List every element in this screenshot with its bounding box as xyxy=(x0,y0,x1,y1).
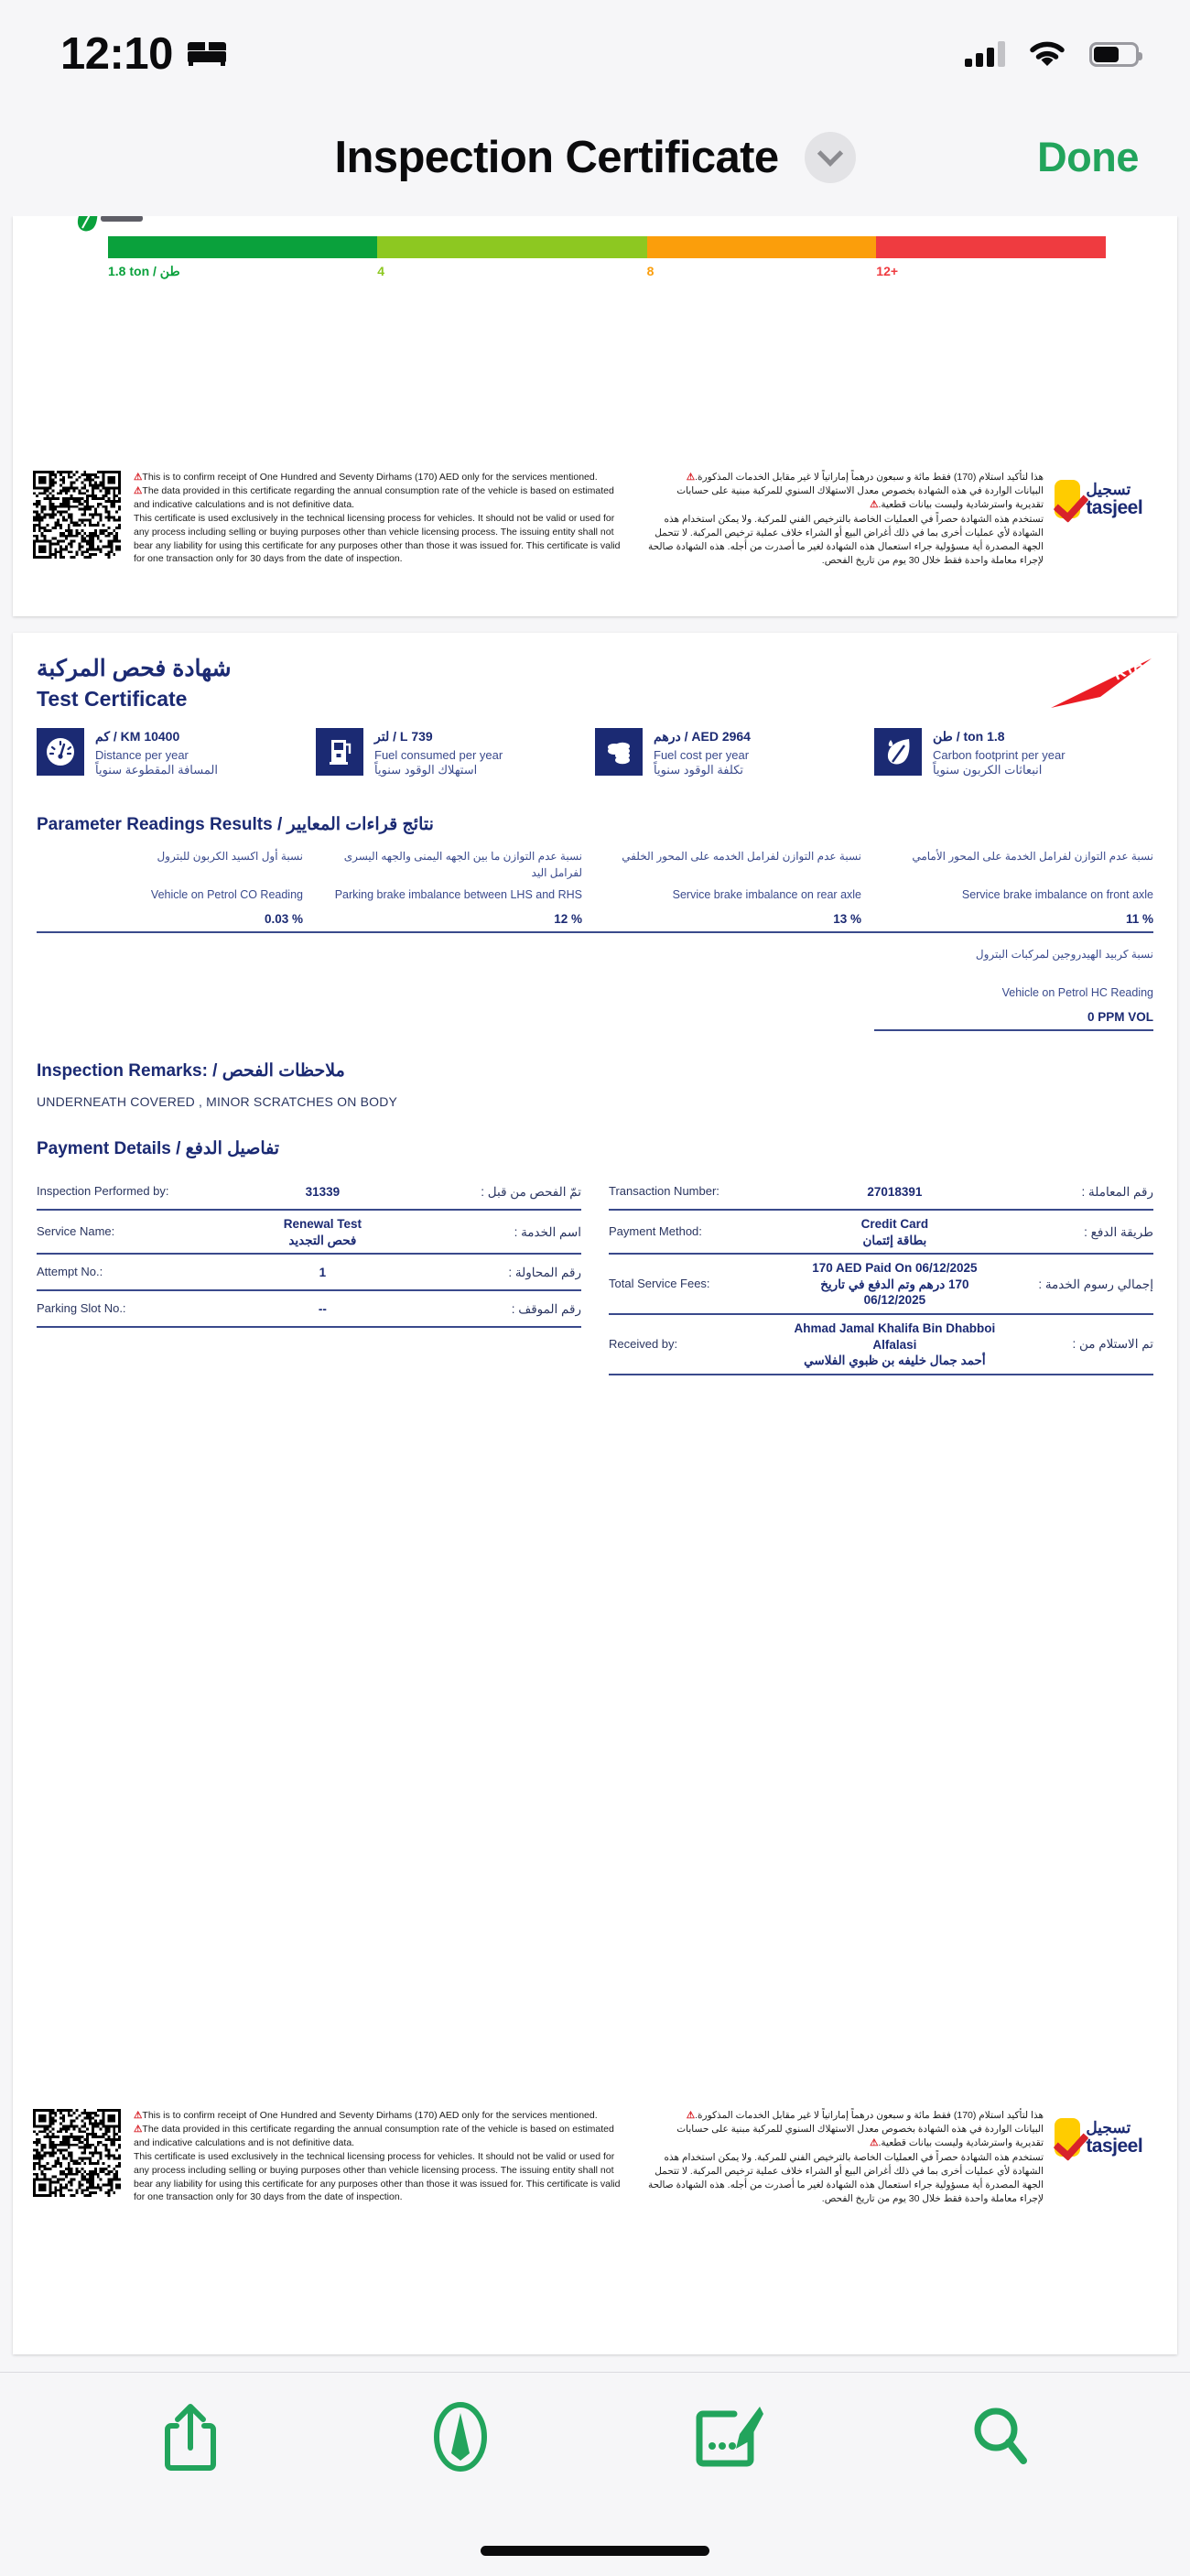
legal-en-line-2: The data provided in this certificate regarding the annual consumption rate of the vehicle is based on estimated and indicative calculations and is not definitive data. xyxy=(134,2123,614,2148)
legal-text-arabic xyxy=(635,2109,1055,2207)
parameter-label-arabic: نسبة أول اكسيد الكربون للبترول xyxy=(157,850,303,863)
legal-en-line-1: This is to confirm receipt of One Hundred and Seventy Dirhams (170) AED only for the services mentioned. xyxy=(142,472,598,483)
payment-row xyxy=(37,1211,581,1255)
stat-label-english: Fuel cost per year xyxy=(654,748,750,762)
warning-triangle-icon: ⚠ xyxy=(870,2137,879,2149)
stat-card-2 xyxy=(316,728,595,777)
payment-label-english: Payment Method: xyxy=(609,1224,702,1239)
payment-value-arabic: فحص التجديد xyxy=(288,1233,357,1247)
stat-label-english: Fuel consumed per year xyxy=(374,748,503,762)
legal-footer-page-1 xyxy=(13,471,1177,569)
parameter-label-english: Service brake imbalance on rear axle xyxy=(672,888,861,901)
payment-table-right xyxy=(609,1174,1153,1375)
payment-label-english: Inspection Performed by: xyxy=(37,1184,169,1199)
legal-text-arabic xyxy=(635,471,1055,569)
stat-value: 739 L / لتر xyxy=(374,729,433,744)
parameter-card-3 xyxy=(316,848,595,933)
payment-value-arabic: أحمد جمال خليفه بن ظبوي الفلاسي xyxy=(804,1353,986,1368)
payment-table-left xyxy=(37,1174,581,1375)
stat-label-arabic: تكلفة الوقود سنوياً xyxy=(654,763,743,777)
legal-ar-line-3: تستخدم هذه الشهادة حصراً في العمليات الخاصة بالترخيص الفني للمركبة. ولا يمكن استخدام هذه الشهادة لأي عمليات أخرى بما في ذلك أغراض البيع أو الشراء خلاف عملية ترخيص المركبة. لا تتحمل الجهة المصدرة أية مسؤولية جراء استعمال هذه الشهادة لغير ما أصدرت من أجله. هذه الشهادة صالحة لإجراء معاملة واحدة فقط خلال 30 يوم من تاريخ الفحص. xyxy=(647,2151,1044,2205)
bed-icon xyxy=(188,42,226,66)
parameter-value: 13 % xyxy=(833,912,861,927)
status-bar-left xyxy=(60,28,226,80)
parameter-row-spacer xyxy=(37,946,874,1031)
eco-bar-track xyxy=(108,236,1106,258)
legal-ar-line-1: هذا لتأكيد استلام (170) فقط مائة و سبعون درهماً إماراتياً لا غير مقابل الخدمات المذكورة. xyxy=(695,472,1044,483)
share-button[interactable] xyxy=(149,2393,232,2481)
stat-card-4 xyxy=(874,728,1153,777)
legal-text-english xyxy=(121,2109,635,2204)
fuel-pump-icon xyxy=(316,728,363,776)
car-icon xyxy=(99,216,145,225)
eco-bar-segment-1 xyxy=(108,236,377,258)
carbon-eco-bar xyxy=(108,236,1106,289)
payment-row xyxy=(609,1255,1153,1315)
payment-value: -- xyxy=(318,1302,327,1317)
qr-code-icon xyxy=(33,2109,121,2197)
eco-bar-tick-2: 4 xyxy=(377,264,385,278)
parameter-row-2 xyxy=(13,946,1177,1031)
payment-section-title: Payment Details / تفاصيل الدفع xyxy=(37,1139,280,1159)
stat-label-arabic: انبعاثات الكربون سنوياً xyxy=(933,763,1043,777)
done-button[interactable]: Done xyxy=(1037,134,1139,180)
coins-icon xyxy=(595,728,643,776)
toolbar-icons xyxy=(0,2373,1190,2481)
markup-pen-icon xyxy=(430,2400,491,2473)
parameter-label-english: Parking brake imbalance between LHS and RHS xyxy=(334,888,582,901)
parameter-label-arabic: نسبة كربيد الهيدروجين لمركبات البترول xyxy=(975,948,1153,962)
parameter-card-4 xyxy=(37,848,316,933)
payment-label-arabic: طريقة الدفع : xyxy=(1084,1224,1153,1239)
legal-text-english xyxy=(121,471,635,566)
parameter-label-arabic: نسبة عدم التوازن لفرامل الخدمة على المحور الأمامي xyxy=(912,850,1153,863)
stat-label-english: Carbon footprint per year xyxy=(933,748,1066,762)
chevron-down-icon[interactable] xyxy=(805,132,856,183)
payment-label-arabic: إجمالي رسوم الخدمة : xyxy=(1038,1277,1153,1291)
legal-ar-line-3: تستخدم هذه الشهادة حصراً في العمليات الخاصة بالترخيص الفني للمركبة. ولا يمكن استخدام هذه الشهادة لأي عمليات أخرى بما في ذلك أغراض البيع أو الشراء خلاف عملية ترخيص المركبة. لا تتحمل الجهة المصدرة أية مسؤولية جراء استعمال هذه الشهادة لغير ما أصدرت من أجله. هذه الشهادة صالحة لإجراء معاملة واحدة فقط خلال 30 يوم من تاريخ الفحص. xyxy=(647,513,1044,567)
cellular-signal-icon xyxy=(965,41,1005,67)
certificate-header xyxy=(13,633,1177,712)
eco-bar-labels xyxy=(108,264,1106,289)
stat-value: 2964 AED / درهم xyxy=(654,729,751,744)
search-icon xyxy=(970,2404,1031,2470)
payment-label-english: Attempt No.: xyxy=(37,1265,103,1279)
annotate-button[interactable] xyxy=(689,2393,772,2481)
speedometer-icon xyxy=(37,728,84,776)
remarks-section-title: Inspection Remarks: / ملاحظات الفحص xyxy=(37,1061,345,1081)
eco-bar-tick-1: 1.8 ton / طن xyxy=(108,264,180,278)
parameter-value: 0.03 % xyxy=(264,912,303,927)
certificate-page-2 xyxy=(13,633,1177,2354)
status-bar xyxy=(0,0,1190,108)
payment-row xyxy=(37,1174,581,1211)
payment-label-english: Total Service Fees: xyxy=(609,1277,710,1291)
legal-ar-line-2: البيانات الواردة في هذه الشهادة بخصوص معدل الاستهلاك السنوي للمركبة مبنية على حسابات تقديرية واسترشادية وليست بيانات قطعية. xyxy=(676,485,1044,511)
payment-value: Ahmad Jamal Khalifa Bin Dhabboi Alfalasi أحمد جمال خليفه بن ظبوي الفلاسي xyxy=(788,1321,1001,1369)
svg-text:RTA: RTA xyxy=(1110,655,1147,684)
payment-label-english: Received by: xyxy=(609,1336,678,1351)
page-title: Inspection Certificate xyxy=(334,133,779,182)
tasjeel-label-english: tasjeel xyxy=(1086,2135,1143,2157)
bottom-toolbar xyxy=(0,2372,1190,2576)
warning-triangle-icon: ⚠ xyxy=(686,2110,696,2121)
payment-value: 170 AED Paid On 06/12/2025 170 درهم وتم الدفع في تاريخ 06/12/2025 xyxy=(788,1260,1001,1309)
stat-label-arabic: استهلاك الوقود سنوياً xyxy=(374,763,478,777)
parameter-label-english: Vehicle on Petrol CO Reading xyxy=(150,888,303,901)
stat-value: 1.8 ton / طن xyxy=(933,729,1005,744)
payment-value: 31339 xyxy=(305,1184,341,1199)
tasjeel-logo xyxy=(1055,2109,1157,2157)
share-icon xyxy=(162,2402,219,2472)
payment-row xyxy=(37,1255,581,1291)
parameter-value: 12 % xyxy=(554,912,582,927)
legal-en-line-2: The data provided in this certificate regarding the annual consumption rate of the vehicle is based on estimated and indicative calculations and is not definitive data. xyxy=(134,484,614,510)
parameters-section-title: Parameter Readings Results / نتائج قراءات المعايير xyxy=(37,815,434,834)
qr-code-icon xyxy=(33,471,121,559)
certificate-page-1 xyxy=(13,216,1177,616)
warning-triangle-icon: ⚠ xyxy=(686,472,696,483)
payment-value-arabic: 170 درهم وتم الدفع في تاريخ 06/12/2025 xyxy=(820,1277,969,1308)
parameter-value: 11 % xyxy=(1125,912,1153,927)
payment-value: Renewal Test فحص التجديد xyxy=(216,1216,428,1248)
eco-bar-tick-4: 12+ xyxy=(876,264,899,278)
parameter-label-english: Service brake imbalance on front axle xyxy=(961,888,1153,901)
payment-label-arabic: رقم المحاولة : xyxy=(508,1265,581,1279)
payment-label-arabic: تمّ الفحص من قبل : xyxy=(481,1184,581,1199)
wifi-icon xyxy=(1029,41,1066,68)
stat-label-english: Distance per year xyxy=(95,748,189,762)
legal-ar-line-2: البيانات الواردة في هذه الشهادة بخصوص معدل الاستهلاك السنوي للمركبة مبنية على حسابات تقديرية واسترشادية وليست بيانات قطعية. xyxy=(676,2124,1044,2149)
tasjeel-label-arabic: تسجيل xyxy=(1086,2118,1131,2136)
parameter-label-arabic: نسبة عدم التوازن ما بين الجهه اليمنى والجهه اليسرى لفرامل اليد xyxy=(343,850,582,879)
legal-en-line-3: This certificate is used exclusively in the technical licensing process for vehicles. It should not be valid or used for any process including selling or buying purposes other than vehicle licensing process. The issuing entity shall not bear any liability for using this certificate for any purposes other than those it was issued for. This certificate is valid for one transaction only for 30 days from the date of inspection. xyxy=(134,512,621,565)
tasjeel-checkmark-logo xyxy=(1055,2118,1080,2157)
payment-value: Credit Card بطاقة إئتمان xyxy=(788,1216,1001,1248)
payment-value: 27018391 xyxy=(867,1184,923,1199)
payment-row xyxy=(609,1211,1153,1255)
status-time: 12:10 xyxy=(60,29,173,79)
warning-triangle-icon: ⚠ xyxy=(870,499,879,511)
payment-label-english: Transaction Number: xyxy=(609,1184,719,1199)
payment-tables xyxy=(13,1174,1177,1375)
status-bar-right xyxy=(965,41,1139,68)
parameter-label-arabic: نسبة عدم التوازن لفرامل الخدمه على المحور الخلفي xyxy=(622,850,861,863)
tasjeel-label-arabic: تسجيل xyxy=(1086,480,1131,498)
warning-triangle-icon: ⚠ xyxy=(134,484,143,496)
parameter-card-5 xyxy=(874,946,1153,1031)
warning-triangle-icon: ⚠ xyxy=(134,2110,143,2121)
payment-label-english: Service Name: xyxy=(37,1224,115,1239)
battery-icon xyxy=(1089,42,1139,67)
legal-ar-line-1: هذا لتأكيد استلام (170) فقط مائة و سبعون درهماً إماراتياً لا غير مقابل الخدمات المذكورة. xyxy=(695,2110,1044,2121)
annotate-icon xyxy=(694,2403,767,2471)
home-indicator xyxy=(481,2546,709,2556)
stat-label-arabic: المسافة المقطوعة سنوياً xyxy=(95,763,218,777)
payment-value-arabic: بطاقة إئتمان xyxy=(862,1233,927,1247)
tasjeel-checkmark-logo xyxy=(1055,480,1080,518)
payment-row xyxy=(609,1315,1153,1375)
payment-label-english: Parking Slot No.: xyxy=(37,1301,126,1316)
payment-row xyxy=(37,1291,581,1328)
markup-button[interactable] xyxy=(419,2393,502,2481)
payment-label-arabic: اسم الخدمة : xyxy=(514,1224,581,1239)
payment-label-arabic: رقم الموقف : xyxy=(511,1301,581,1316)
payment-label-arabic: رقم المعاملة : xyxy=(1081,1184,1153,1199)
eco-bar-tick-3: 8 xyxy=(646,264,654,278)
parameter-card-2 xyxy=(595,848,874,933)
parameter-row-1 xyxy=(13,848,1177,933)
payment-label-arabic: تم الاستلام من : xyxy=(1072,1337,1153,1352)
search-button[interactable] xyxy=(959,2393,1042,2481)
warning-triangle-icon: ⚠ xyxy=(134,2123,143,2135)
nav-bar xyxy=(0,108,1190,207)
payment-value: 1 xyxy=(319,1266,327,1280)
parameter-value: 0 PPM VOL xyxy=(1087,1010,1153,1025)
rta-logo xyxy=(1044,655,1153,712)
stat-card-3 xyxy=(595,728,874,777)
tasjeel-logo xyxy=(1055,471,1157,518)
leaf-carbon-icon xyxy=(874,728,922,776)
eco-bar-segment-2 xyxy=(377,236,646,258)
warning-triangle-icon: ⚠ xyxy=(134,472,143,483)
payment-row xyxy=(609,1174,1153,1211)
eco-bar-segment-4 xyxy=(876,236,1106,258)
certificate-title-arabic: شهادة فحص المركبة xyxy=(37,656,232,681)
remarks-text: UNDERNEATH COVERED , MINOR SCRATCHES ON BODY xyxy=(37,1094,398,1110)
stat-value: 10400 KM / كم xyxy=(95,729,180,744)
stat-card-1 xyxy=(37,728,316,777)
document-scroll-area[interactable] xyxy=(0,216,1190,2372)
legal-en-line-1: This is to confirm receipt of One Hundred and Seventy Dirhams (170) AED only for the services mentioned. xyxy=(142,2110,598,2121)
eco-bar-segment-3 xyxy=(647,236,877,258)
legal-en-line-3: This certificate is used exclusively in the technical licensing process for vehicles. It should not be valid or used for any process including selling or buying purposes other than vehicle licensing process. The issuing entity shall not bear any liability for using this certificate for any purposes other than those it was issued for. This certificate is valid for one transaction only for 30 days from the date of inspection. xyxy=(134,2150,621,2203)
parameter-label-english: Vehicle on Petrol HC Reading xyxy=(1001,986,1153,1000)
legal-footer-page-2 xyxy=(13,2109,1177,2207)
certificate-title-english: Test Certificate xyxy=(37,687,188,711)
parameter-card-1 xyxy=(874,848,1153,933)
tasjeel-label-english: tasjeel xyxy=(1086,496,1143,518)
annual-stats-row xyxy=(13,712,1177,777)
leaf-icon xyxy=(75,216,99,234)
